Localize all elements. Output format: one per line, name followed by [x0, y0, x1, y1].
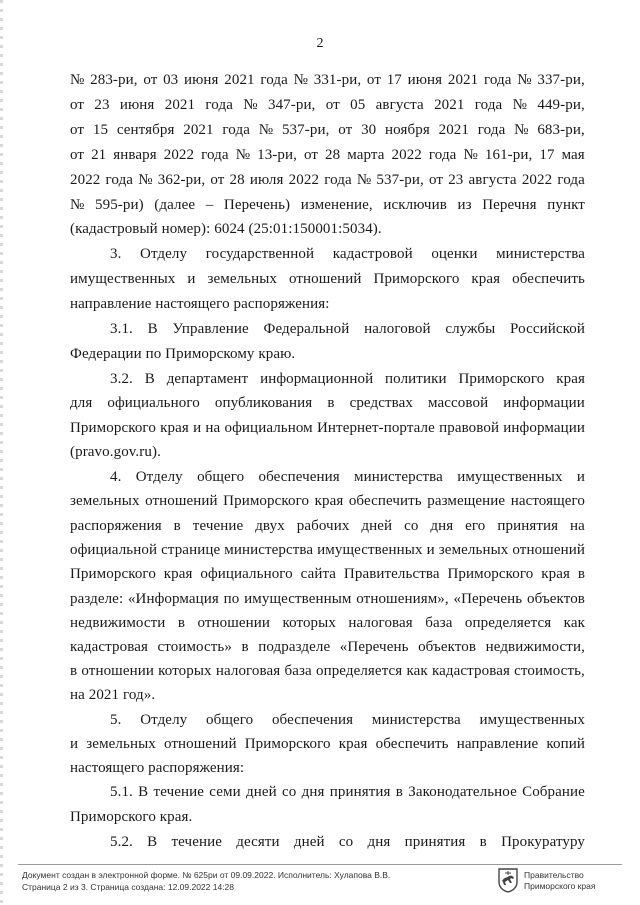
word: 4. [110, 469, 122, 485]
word: официальной [70, 542, 158, 558]
word: 5.2. [110, 834, 133, 850]
word: края [338, 736, 368, 752]
body-line [70, 394, 585, 412]
word: Приморского [223, 493, 310, 509]
word: № [514, 122, 529, 138]
word: массовой [428, 395, 489, 411]
word: – [205, 197, 214, 213]
word: июля [249, 172, 284, 188]
word: дней [293, 834, 325, 850]
word: десяти [236, 834, 280, 850]
word: 2021 [224, 72, 255, 88]
word: 2021 [438, 122, 470, 138]
word: августа [468, 172, 517, 188]
body-line [70, 419, 585, 437]
word: края [314, 493, 344, 509]
word: 537-ри, [281, 122, 330, 138]
word: от [70, 97, 85, 113]
word: обеспечить [348, 493, 422, 509]
word: официального [107, 395, 200, 411]
word: № [293, 72, 309, 88]
body-line [70, 121, 585, 139]
word: министерства [496, 246, 585, 262]
word: 2022 [163, 147, 195, 163]
word: имущественных [457, 469, 563, 485]
word: от [338, 122, 353, 138]
word: (далее [154, 197, 196, 213]
body-line: направление настоящего распоряжения: [70, 296, 330, 312]
word: обеспечения [271, 712, 354, 728]
word: 2021 [164, 97, 196, 113]
word: Перечня [482, 197, 537, 213]
body-line [110, 245, 585, 263]
word: имущественных [317, 542, 423, 558]
word: настоящего [510, 493, 585, 509]
word: 683-ри, [537, 122, 585, 138]
word: Прокуратуру [501, 834, 585, 850]
word: 05 [350, 97, 366, 113]
body-line [70, 196, 585, 214]
word: Отделу [140, 712, 188, 728]
word: которых [282, 615, 336, 631]
word: 2022 [521, 172, 553, 188]
footer-line-2: Страница 2 из 3. Страница создана: 12.09.2022 14:28 [22, 882, 235, 892]
word: министерства [371, 712, 461, 728]
word: 2021 [434, 97, 465, 113]
word: от [143, 72, 158, 88]
word: по [223, 591, 240, 607]
word: в [479, 834, 487, 850]
word: Приморского [244, 736, 331, 752]
word: принятия [329, 784, 391, 800]
word: земельных [438, 542, 509, 558]
footer-org-line-2: Приморского края [524, 881, 596, 891]
word: года [428, 147, 457, 163]
word: стоимость» [157, 639, 232, 655]
word: дня [367, 834, 391, 850]
body-line [70, 146, 585, 164]
word: Собрание [522, 784, 585, 800]
word: от [70, 147, 85, 163]
word: направление [456, 736, 539, 752]
word: принятия [404, 834, 466, 850]
word: августа [375, 97, 424, 113]
word: 537-ри, [376, 172, 424, 188]
word: информационной [260, 371, 374, 387]
word: и [193, 420, 202, 436]
word: определяется [464, 615, 552, 631]
word: в [70, 663, 78, 679]
word: недвижимости [70, 615, 166, 631]
word: которых [158, 663, 212, 679]
word: «Перечень [453, 591, 523, 607]
word: и [426, 542, 435, 558]
word: сентября [116, 122, 175, 138]
word: отношениям», [356, 591, 449, 607]
body-line [70, 492, 585, 510]
word: года [222, 122, 250, 138]
word: отношений [512, 542, 585, 558]
word: № [70, 72, 85, 88]
word: из [457, 197, 472, 213]
word: его [465, 518, 486, 534]
page-number: 2 [316, 36, 324, 51]
word: Законодательное [408, 784, 517, 800]
word: года [474, 97, 503, 113]
word: объектов [418, 639, 477, 655]
word: № [356, 172, 372, 188]
word: В [138, 784, 149, 800]
footer-org-line-1: Правительство [524, 870, 584, 880]
word: в [173, 518, 181, 534]
word: Отделу [135, 469, 183, 485]
word: налоговая [348, 615, 413, 631]
word: 3.2. [110, 371, 133, 387]
word: Перечень) [223, 197, 291, 213]
word: 28 [229, 172, 245, 188]
word: имущественным [244, 591, 352, 607]
word: 331-ри, [313, 72, 362, 88]
word: 362-ри, [157, 172, 206, 188]
word: налоговая [215, 663, 281, 679]
word: Приморского [70, 420, 156, 436]
word: департамент [166, 371, 249, 387]
word: для [70, 395, 93, 411]
word: 17 [386, 72, 402, 88]
body-line [110, 783, 585, 801]
word: года [201, 147, 229, 163]
word: 283-ри, [90, 72, 138, 88]
word: № [517, 72, 532, 88]
body-line: (кадастровый номер): 6024 (25:01:150001:5034). [70, 221, 382, 237]
body-line: Федерации по Приморскому краю. [70, 346, 296, 362]
word: года [324, 172, 352, 188]
word: Федеральной [263, 321, 350, 337]
footer-divider [18, 864, 622, 865]
word: в [395, 784, 403, 800]
word: В [144, 371, 155, 387]
body-line [110, 370, 585, 388]
body-line: (pravo.gov.ru). [70, 444, 161, 460]
word: двух [255, 518, 285, 534]
word: июня [119, 97, 155, 113]
word: года [205, 97, 233, 113]
word: налоговой [364, 321, 431, 337]
word: службы [445, 321, 496, 337]
word: дня [430, 518, 454, 534]
word: оценки [431, 246, 478, 262]
word: странице [161, 542, 221, 558]
word: Приморского [447, 566, 534, 582]
word: копий [546, 736, 585, 752]
word: края [163, 566, 193, 582]
word: исключив [383, 197, 447, 213]
word: в [577, 566, 585, 582]
word: 2021 [447, 72, 479, 88]
word: от [303, 147, 319, 163]
word: размещение [427, 493, 506, 509]
word: 28 [325, 147, 341, 163]
word: министерства [354, 469, 443, 485]
word: «Перечень [339, 639, 409, 655]
word: дней [245, 784, 277, 800]
body-line: на 2021 год». [70, 687, 156, 703]
body-line [110, 711, 585, 729]
word: разделе: [70, 591, 124, 607]
word: года [260, 72, 288, 88]
word: 5. [110, 712, 122, 728]
word: официального [200, 566, 293, 582]
word: ноября [385, 122, 430, 138]
word: 161-ри, [484, 147, 533, 163]
word: течение [171, 834, 222, 850]
word: 2022 [288, 172, 320, 188]
body-line [70, 614, 585, 632]
word: № [70, 197, 85, 213]
word: сайта [300, 566, 337, 582]
word: как [406, 663, 428, 679]
word: обеспечения [258, 469, 340, 485]
footer-document-info [22, 869, 390, 893]
body-line [70, 171, 585, 189]
tiger-emblem-icon [497, 867, 519, 893]
footer-organization [524, 870, 595, 892]
word: Приморского [458, 371, 545, 387]
body-line [70, 270, 585, 288]
word: обеспечить [375, 736, 449, 752]
word: в [241, 639, 249, 655]
word: 30 [361, 122, 377, 138]
word: Отделу [140, 246, 188, 262]
word: края [541, 566, 570, 582]
word: политики [385, 371, 447, 387]
word: министерства [224, 542, 314, 558]
word: отношений [288, 271, 362, 287]
word: от [429, 172, 444, 188]
word: течение [192, 518, 244, 534]
word: кадастровой [332, 246, 413, 262]
word: имущественных [479, 712, 585, 728]
word: года [483, 72, 512, 88]
body-line: Приморского края. [70, 809, 193, 825]
word: от [325, 97, 340, 113]
body-line [110, 320, 585, 338]
word: на [570, 518, 585, 534]
word: в [177, 615, 186, 631]
word: года [105, 172, 134, 188]
word: 449-ри, [537, 97, 585, 113]
body-line: настоящего распоряжения: [70, 760, 245, 776]
word: Интернет-портале [316, 420, 435, 436]
word: в [327, 395, 335, 411]
word: В [147, 321, 158, 337]
word: земельных [86, 736, 156, 752]
body-line [110, 833, 585, 851]
body-line [70, 662, 585, 680]
word: № [512, 97, 528, 113]
word: семи [209, 784, 241, 800]
word: база [284, 663, 312, 679]
word: В [147, 834, 158, 850]
word: отношении [197, 615, 271, 631]
word: Приморского [70, 566, 156, 582]
word: № [258, 122, 274, 138]
word: течение [153, 784, 205, 800]
word: июня [407, 72, 443, 88]
word: стоимость, [514, 663, 585, 679]
word: база [425, 615, 453, 631]
body-line [70, 565, 585, 583]
word: информации [503, 420, 585, 436]
word: № [235, 147, 251, 163]
word: изменение, [300, 197, 373, 213]
word: 2022 [391, 147, 422, 163]
word: определяется [315, 663, 403, 679]
footer-line-1: Документ создан в электронной форме. № 625ри от 09.09.2022. Исполнитель: Хулапова В.В. [22, 870, 391, 880]
word: 3.1. [110, 321, 133, 337]
word: как [563, 615, 585, 631]
word: 595-ри) [95, 197, 144, 213]
word: и [70, 736, 79, 752]
word: кадастровая [432, 663, 510, 679]
word: общего [206, 712, 254, 728]
word: от [70, 122, 85, 138]
word: дня [301, 784, 325, 800]
word: июня [183, 72, 219, 88]
word: «Информация [127, 591, 219, 607]
word: официальном [224, 420, 313, 436]
word: земельных [70, 493, 140, 509]
word: кадастровая [70, 639, 148, 655]
word: 3. [110, 246, 122, 262]
body-line [110, 468, 585, 486]
word: распоряжения [70, 518, 162, 534]
word: января [113, 147, 157, 163]
word: Управление [172, 321, 249, 337]
word: имущественных [70, 271, 176, 287]
body-line [70, 541, 585, 559]
word: 03 [163, 72, 179, 88]
word: края [556, 371, 585, 387]
body-line [70, 638, 585, 656]
word: 2022 [70, 172, 101, 188]
word: № [138, 172, 153, 188]
word: № [463, 147, 478, 163]
word: 21 [91, 147, 107, 163]
word: года [557, 172, 585, 188]
word: 23 [448, 172, 464, 188]
body-line [70, 735, 585, 753]
word: земельных [207, 271, 278, 287]
word: со [338, 834, 354, 850]
word: 347-ри, [267, 97, 316, 113]
word: Правительства [343, 566, 440, 582]
word: средствах [349, 395, 413, 411]
word: и [576, 469, 585, 485]
word: принятия [497, 518, 559, 534]
word: марта [347, 147, 385, 163]
word: со [281, 784, 297, 800]
word: и [187, 271, 196, 287]
word: дней [361, 518, 393, 534]
body-line [70, 96, 585, 114]
word: от [210, 172, 225, 188]
word: правовой [439, 420, 500, 436]
word: опубликования [214, 395, 313, 411]
word: пункт [547, 197, 585, 213]
word: отношений [164, 736, 237, 752]
word: отношении [81, 663, 154, 679]
word: 15 [92, 122, 109, 138]
word: информации [503, 395, 585, 411]
word: 5.1. [110, 784, 133, 800]
word: недвижимости, [485, 639, 585, 655]
word: 13-ри, [257, 147, 297, 163]
word: Приморского [373, 271, 460, 287]
word: 2021 [183, 122, 214, 138]
word: № [243, 97, 258, 113]
body-line [70, 517, 585, 535]
word: на [205, 420, 221, 436]
word: Российской [510, 321, 585, 337]
word: общего [197, 469, 245, 485]
word: 17 [539, 147, 555, 163]
word: 23 [94, 97, 110, 113]
word: со [404, 518, 419, 534]
word: края [471, 271, 501, 287]
word: мая [561, 147, 585, 163]
body-line [70, 590, 585, 608]
word: объектов [526, 591, 585, 607]
word: государственной [205, 246, 315, 262]
word: от [366, 72, 381, 88]
word: подразделе [258, 639, 331, 655]
word: края [160, 420, 189, 436]
body-line [70, 71, 585, 89]
word: года [477, 122, 506, 138]
word: рабочих [296, 518, 350, 534]
word: обеспечить [512, 271, 585, 287]
word: отношений [145, 493, 218, 509]
word: 337-ри, [537, 72, 585, 88]
